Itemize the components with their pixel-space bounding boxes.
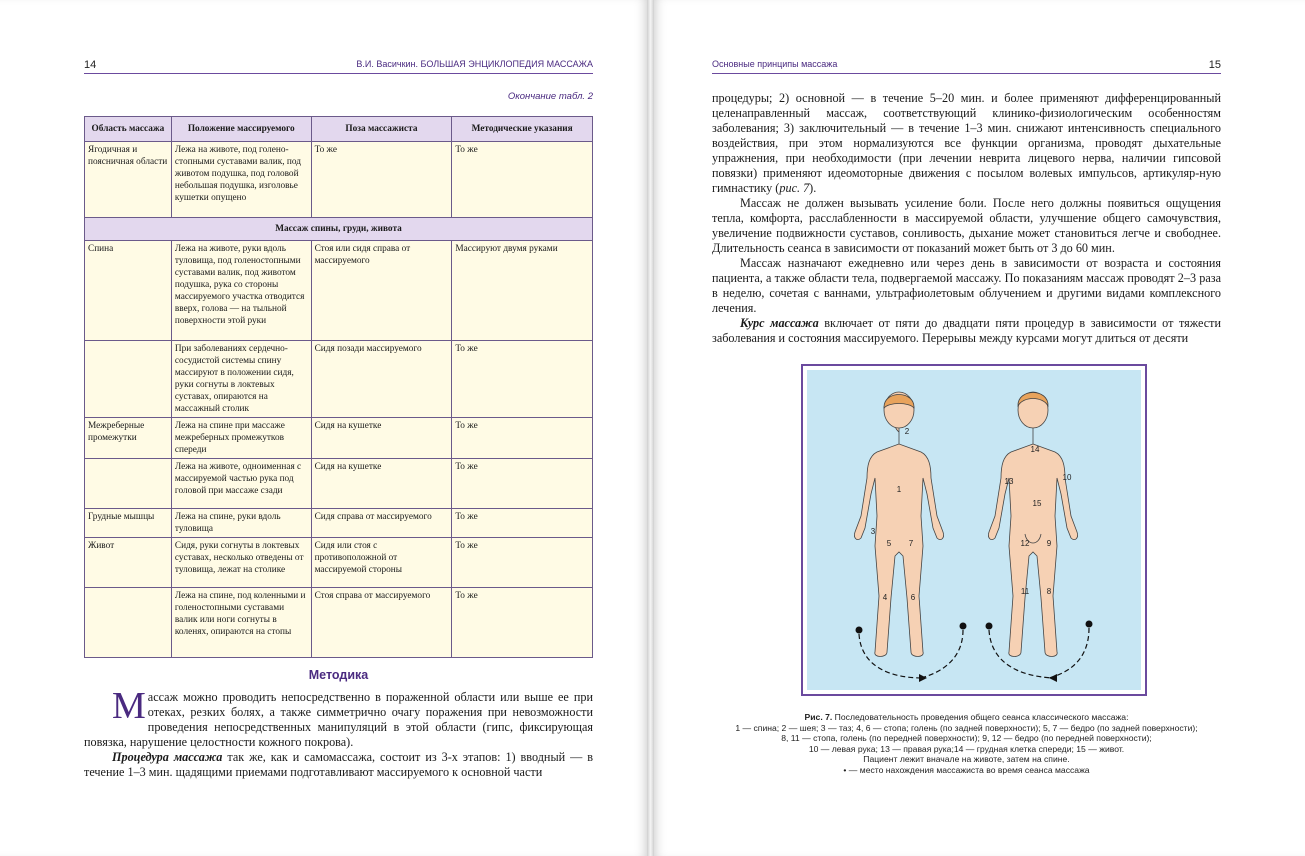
table-row — [85, 418, 593, 459]
table-cell: Лежа на спине при массаже межреберных промежутков спереди — [171, 418, 311, 459]
left-page — [0, 0, 647, 856]
figure-caption-line: Пациент лежит вначале на животе, затем на спине. — [863, 754, 1070, 765]
table-cell: Сидя позади массируемого — [311, 341, 452, 418]
figure-label: 12 — [1020, 539, 1030, 548]
table-cell: Живот — [85, 538, 172, 588]
figure-label: 4 — [882, 593, 888, 602]
paragraph: Массаж не должен вызывать усиление боли. После него должны появиться ощущения тепла, комфорта, расслабленности в массируемой области, улучшение общего самочувствия, увеличение подвижности суставов, сонливость, дыхание может становиться легче и свободнее. Длительность сеанса в зависимости от показаний может быть от 3 до 60 мин. — [712, 196, 1221, 255]
table-cell: Сидя на кушетке — [311, 459, 452, 509]
paragraph — [712, 91, 1221, 196]
masseur-position-dot — [856, 627, 863, 634]
body-diagram — [803, 366, 1145, 694]
table-cell: Лежа на животе, руки вдоль туловища, под голеностопными суставами валик, под животом подушка, рука со стороны массируемого участка отводится вверх, голова — на тыльной поверхности этой руки — [171, 241, 311, 341]
figure-caption-title — [712, 712, 1221, 723]
left-body-text — [84, 685, 593, 780]
table-cell: Массируют двумя руками — [452, 241, 593, 341]
back-figure — [854, 392, 943, 657]
figure-caption-text: Последовательность проведения общего сеанса классического массажа: — [832, 712, 1129, 722]
table-section-title: Массаж спины, груди, живота — [85, 218, 593, 241]
page-number: 14 — [84, 59, 97, 71]
table-cell: Стоя справа от массируемого — [311, 588, 452, 658]
figure-caption-line: • — место нахождения массажиста во время сеанса массажа — [843, 764, 1090, 775]
masseur-position-dot — [960, 623, 967, 630]
figure-label: 5 — [886, 539, 892, 548]
arrowhead — [919, 674, 927, 682]
figure-7 — [801, 364, 1147, 696]
figure-label: 8 — [1046, 587, 1052, 596]
arrowhead — [1049, 674, 1057, 682]
table-cell: Стоя или сидя справа от массируемого — [311, 241, 452, 341]
table-row — [85, 241, 593, 341]
section-title: Методика — [308, 668, 369, 682]
massage-table — [84, 116, 593, 658]
page-number: 15 — [1208, 59, 1221, 71]
table-cell: То же — [452, 588, 593, 658]
table-cell: Сидя справа от массируемого — [311, 509, 452, 538]
table-row — [85, 509, 593, 538]
book-gutter — [647, 0, 654, 856]
table-header: Положение массируемого — [171, 117, 311, 142]
paragraph — [84, 685, 593, 750]
figure-label: 14 — [1030, 445, 1040, 454]
figure-reference: рис. 7 — [779, 181, 810, 195]
table-caption: Окончание табл. 2 — [507, 91, 593, 102]
figure-caption-line: 1 — спина; 2 — шея; 3 — таз; 4, 6 — стопа; голень (по задней поверхности); 5, 7 — бедро (по задней поверхности); — [735, 722, 1198, 733]
table-header: Поза массажиста — [311, 117, 452, 142]
figure-label: 7 — [908, 539, 914, 548]
running-head-left — [84, 59, 593, 74]
table-section-row — [85, 218, 593, 241]
paragraph-text: ассаж можно проводить непосредственно в пораженной области или выше ее при отеках, резких болях, а также симметрично очагу поражения при невозможности проведения непосредственных манипуляций в этой области (гипс, фиксирующая повязка, нарушение целостности кожного покрова). — [84, 690, 593, 749]
table-cell: То же — [311, 142, 452, 218]
paragraph-text: так же, как и самомассажа, состоит из 3-х этапов: 1) вводный — в течение 1–3 мин. щадящими приемами подготавливают массируемого к основной части — [84, 750, 593, 779]
table-cell: Лежа на спине, руки вдоль туловища — [171, 509, 311, 538]
figure-caption-line: 10 — левая рука; 13 — правая рука;14 — грудная клетка спереди; 15 — живот. — [808, 743, 1125, 754]
table-cell: Ягодичная и поясничная области — [85, 142, 172, 218]
paragraph: Массаж назначают ежедневно или через день в зависимости от возраста и состояния пациента, а также области тела, подвергаемой массажу. По показаниям массаж проводят 2–3 раза в неделю, сочетая с ваннами, ультрафиолетовым облучением и другими видами комплексного лечения. — [712, 256, 1221, 315]
figure-label: 9 — [1046, 539, 1052, 548]
paragraph — [84, 750, 593, 780]
figure-label: 15 — [1032, 499, 1042, 508]
table-cell — [85, 588, 172, 658]
figure-label: 6 — [910, 593, 916, 602]
table-cell: То же — [452, 509, 593, 538]
table-cell — [85, 341, 172, 418]
figure-caption-label: Рис. 7. — [804, 712, 833, 722]
table-cell: Лежа на животе, одноименная с массируемой частью рука под головой при массаже сзади — [171, 459, 311, 509]
table-cell: То же — [452, 142, 593, 218]
table-header-row — [85, 117, 593, 142]
table-cell: То же — [452, 538, 593, 588]
table-header: Методические указания — [452, 117, 593, 142]
table-cell: То же — [452, 418, 593, 459]
figure-label: 3 — [870, 527, 876, 536]
term: Процедура массажа — [112, 750, 223, 764]
table-cell: Сидя, руки согнуты в локтевых суставах, несколько отведены от туловища, лежат на столике — [171, 538, 311, 588]
paragraph-text: ). — [809, 181, 817, 195]
massage-path-arrow — [921, 630, 963, 678]
table-row — [85, 588, 593, 658]
paragraph-text: включает от пяти до двадцати пяти процедур в зависимости от тяжести заболевания и состояния массируемого. Перерывы между курсами могут длиться от десяти — [712, 316, 1221, 345]
table-cell: Сидя или стоя с противоположной от массируемой стороны — [311, 538, 452, 588]
table-header: Область массажа — [85, 117, 172, 142]
table-row — [85, 538, 593, 588]
term: Курс массажа — [740, 316, 819, 330]
table-cell: Спина — [85, 241, 172, 341]
table-row — [85, 142, 593, 218]
figure-label: 13 — [1004, 477, 1014, 486]
figure-caption-line: 8, 11 — стопа, голень (по передней поверхности); 9, 12 — бедро (по передней поверхности); — [781, 733, 1152, 744]
figure-caption — [712, 712, 1221, 776]
table-cell: То же — [452, 341, 593, 418]
figure-label: 10 — [1062, 473, 1072, 482]
right-body-text — [712, 91, 1221, 346]
table-cell: Сидя на кушетке — [311, 418, 452, 459]
figure-label: 1 — [896, 485, 902, 494]
paragraph-text: процедуры; 2) основной — в течение 5–20 мин. и более применяют дифференцированный целенаправленный массаж, соответствующий клинико-физиологическим особенностям заболевания; 3) заключительный — в течение 1–3 мин. снижают интенсивность специального воздействия, при этом нормализуются все функции организма, проводят дыхательные упражнения, при необходимости (при лечении неврита лицевого нерва, наличии гипсовой повязки) применяют идеомоторные движения с посылом волевых импульсов, артикуляр-ную гимнастику ( — [712, 91, 1221, 195]
right-page — [654, 0, 1305, 856]
table-cell: При заболеваниях сердечно-сосудистой системы спину массируют в положении сидя, руки согнуты в локтевых суставах, опираются на массажный столик — [171, 341, 311, 418]
chapter-title: Основные принципы массажа — [712, 59, 838, 69]
masseur-position-dot — [986, 623, 993, 630]
table-cell: Лежа на спине, под коленными и голеностопными суставами валик или ноги согнуты в коленях, опираются на стопы — [171, 588, 311, 658]
front-figure — [988, 392, 1077, 657]
paragraph — [712, 316, 1221, 346]
book-title: В.И. Васичкин. БОЛЬШАЯ ЭНЦИКЛОПЕДИЯ МАССАЖА — [356, 59, 593, 69]
table-row — [85, 459, 593, 509]
drop-cap: М — [112, 685, 146, 727]
table-cell: Грудные мышцы — [85, 509, 172, 538]
masseur-position-dot — [1086, 621, 1093, 628]
running-head-right — [712, 59, 1221, 74]
table-cell — [85, 459, 172, 509]
figure-label: 2 — [904, 427, 910, 436]
figure-label: 11 — [1020, 587, 1030, 596]
table-row — [85, 341, 593, 418]
table-cell: Межреберные промежутки — [85, 418, 172, 459]
table-cell: Лежа на животе, под голено-стопными суставами валик, под животом подушка, под головой небольшая подушка, изголовье кушетки опущено — [171, 142, 311, 218]
table-cell: То же — [452, 459, 593, 509]
